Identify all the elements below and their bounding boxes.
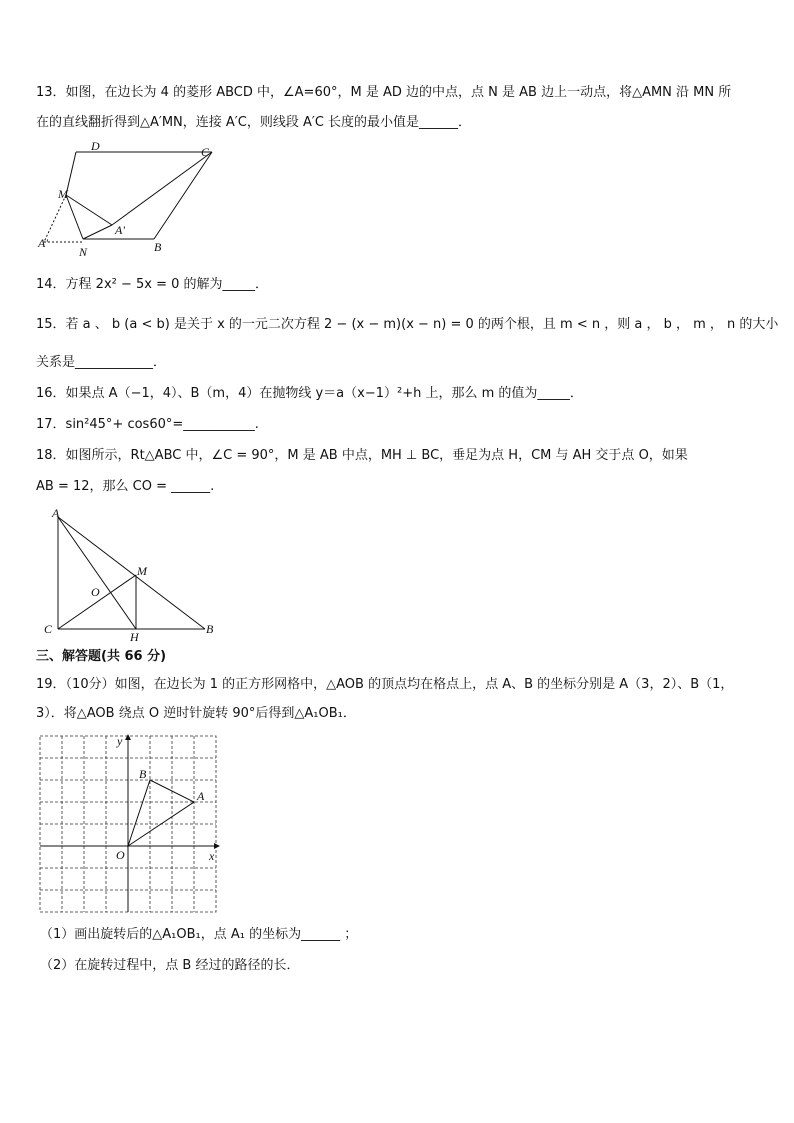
q19-x-axis-arrow xyxy=(214,843,220,849)
q19-sub2: （2）在旋转过程中，点 B 经过的路径的长． xyxy=(40,958,300,973)
q13-line1: 13．如图，在边长为 4 的菱形 ABCD 中，∠A=60°，M 是 AD 边的中点，点 N 是 AB 边上一动点，将△AMN 沿 MN 所 xyxy=(36,85,732,100)
q13-edge-NA' xyxy=(83,225,112,239)
section3-title: 三、解答题(共 66 分) xyxy=(36,649,167,664)
q16-text: 16．如果点 A（−1，4）、B（m，4）在抛物线 y＝a（x−1）²+h 上，那么 m 的值为_____． xyxy=(36,386,583,401)
q18-edge-CM xyxy=(58,575,136,629)
q13-dashed-MA xyxy=(44,195,66,242)
q14-text: 14．方程 2x² − 5x = 0 的解为_____． xyxy=(36,277,269,292)
q13-line2: 在的直线翻折得到△A′MN，连接 A′C，则线段 A′C 长度的最小值是______． xyxy=(36,115,472,130)
q13-label-N: N xyxy=(79,245,88,259)
q18-label-C: C xyxy=(44,622,53,636)
q13-edge-CB xyxy=(154,152,212,239)
q19-label-A: A xyxy=(197,789,205,803)
q19-label-O: O xyxy=(116,848,125,862)
q19-line1: 19．（10分）如图，在边长为 1 的正方形网格中，△AOB 的顶点均在格点上，点 A、B 的坐标分别是 A（3，2）、B（1， xyxy=(36,677,734,692)
q15-line1: 15．若 a 、 b (a < b) 是关于 x 的一元二次方程 2 − (x − m)(x − n) = 0 的两个根，且 m < n ，则 a ， b ， m ， n 的大小 xyxy=(36,317,779,332)
q13-label-B: B xyxy=(154,240,162,254)
q17-text: 17．sin²45°+ cos60°=___________. xyxy=(36,417,259,432)
q18-label-A: A xyxy=(52,506,60,520)
q19-label-x: x xyxy=(209,849,215,863)
q18-line1: 18．如图所示，Rt△ABC 中，∠C = 90°，M 是 AB 中点，MH ⊥ BC，垂足为点 H，CM 与 AH 交于点 O，如果 xyxy=(36,448,688,463)
q18-edge-AB xyxy=(58,517,205,629)
q13-label-A-left: A' xyxy=(38,236,48,250)
q13-edge-MA' xyxy=(66,195,112,225)
q18-label-B: B xyxy=(206,622,214,636)
q18-label-M: M xyxy=(137,564,147,578)
q19-y-axis-arrow xyxy=(125,734,131,740)
q19-grid-figure xyxy=(38,734,223,916)
q18-label-H: H xyxy=(130,630,139,644)
q13-edge-A'C xyxy=(112,152,212,225)
q19-triangle-AOB xyxy=(128,780,194,846)
q13-label-A-prime: A' xyxy=(115,223,125,237)
q15-line2: 关系是____________． xyxy=(36,355,167,370)
q19-label-B: B xyxy=(139,767,147,781)
q13-label-D: D xyxy=(91,139,100,153)
q13-label-M: M xyxy=(58,187,68,201)
q13-label-C: C xyxy=(201,145,210,159)
q13-rhombus-figure xyxy=(36,139,226,262)
q18-triangle-figure xyxy=(40,505,225,644)
q19-label-y: y xyxy=(117,734,123,748)
q18-line2: AB = 12，那么 CO = ______. xyxy=(36,479,215,494)
q19-sub1: （1）画出旋转后的△A₁OB₁，点 A₁ 的坐标为______ ； xyxy=(40,927,358,942)
q13-edge-MN xyxy=(66,195,83,239)
q19-line2: 3）．将△AOB 绕点 O 逆时针旋转 90°后得到△A₁OB₁． xyxy=(36,706,356,721)
q18-edge-AH xyxy=(58,517,136,629)
q18-label-O: O xyxy=(91,585,100,599)
